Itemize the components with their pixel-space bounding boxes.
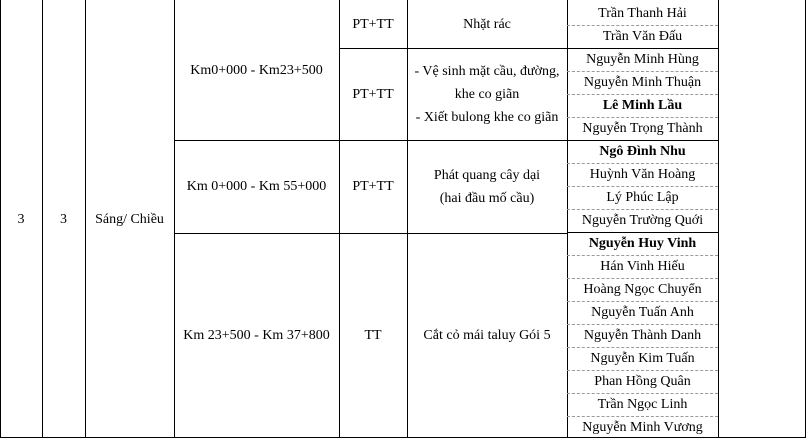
worker-name-cell: Nguyễn Trọng Thành [582, 121, 703, 136]
grid-line [339, 48, 567, 49]
grid-line [567, 232, 718, 233]
task-line: khe co giãn [454, 86, 520, 102]
stt-cell: 3 [17, 211, 25, 227]
worker-name-cell: Lê Minh Lầu [602, 98, 683, 113]
grid-line [567, 255, 718, 256]
task-description-cell [407, 233, 567, 438]
route-cell: Km 23+500 - Km 37+800 [183, 328, 330, 343]
worker-name-cell: Hán Vinh Hiếu [600, 259, 685, 274]
task-line: Phát quang cây dại [433, 167, 541, 183]
task-line: (hai đầu mố cầu) [439, 190, 535, 206]
grid-line [0, 0, 1, 438]
worker-name-cell: Nguyễn Huy Vinh [588, 236, 697, 251]
grid-line [718, 0, 719, 438]
task-description-cell [407, 0, 567, 48]
grid-line [567, 393, 718, 394]
grid-line [42, 0, 43, 438]
worker-name-cell: Nguyễn Minh Vương [582, 420, 703, 435]
grid-line [567, 71, 718, 72]
task-line: - Xiết bulong khe co giãn [415, 109, 559, 125]
worker-name-cell: Nguyễn Tuấn Anh [591, 305, 694, 320]
grid-line [567, 25, 718, 26]
grid-line [567, 301, 718, 302]
worker-name-cell: Nguyễn Minh Hùng [586, 52, 699, 67]
worker-name-cell: Nguyễn Minh Thuận [583, 75, 702, 90]
worker-name-cell: Nguyễn Kim Tuấn [590, 351, 695, 366]
shift-cell: Sáng/ Chiều [95, 211, 164, 227]
grid-line [85, 0, 86, 438]
grid-line [567, 117, 718, 118]
task-line: Cắt cỏ mái taluy Gói 5 [423, 328, 551, 343]
task-description-cell [407, 48, 567, 140]
grid-line [339, 0, 340, 438]
worker-name-cell: Trần Ngọc Linh [597, 397, 688, 412]
grid-line [174, 0, 175, 438]
grid-line [567, 209, 718, 210]
grid-line [567, 0, 568, 438]
grid-line [567, 140, 718, 141]
worker-name-cell: Trần Thanh Hải [598, 6, 687, 21]
grid-line [567, 416, 718, 417]
grid-line [567, 94, 718, 95]
grid-line [174, 233, 567, 234]
task-description-cell [407, 140, 567, 233]
grid-line [567, 278, 718, 279]
worker-name-cell: Nguyễn Trường Quới [581, 213, 704, 228]
grid-line [567, 324, 718, 325]
grid-line [567, 48, 718, 49]
route-cell: Km0+000 - Km23+500 [190, 62, 323, 78]
method-cell: PT+TT [352, 86, 394, 102]
grid-line [174, 140, 567, 141]
grid-line [567, 370, 718, 371]
count-cell: 3 [60, 211, 67, 227]
grid-line [567, 347, 718, 348]
worker-name-cell: Lý Phúc Lập [606, 190, 679, 205]
method-cell: PT+TT [352, 179, 394, 194]
grid-line [567, 186, 718, 187]
task-line: - Vệ sinh mặt cầu, đường, [414, 63, 560, 79]
notes-cell [718, 0, 806, 438]
worker-name-cell: Phan Hồng Quân [594, 374, 691, 389]
worker-name-cell: Hoàng Ngọc Chuyển [583, 282, 702, 297]
worker-name-cell: Nguyễn Thành Danh [583, 328, 702, 343]
grid-line [407, 0, 408, 438]
worker-name-cell: Trần Văn Đấu [602, 29, 683, 44]
method-cell: TT [364, 328, 382, 343]
task-line: Nhặt rác [463, 16, 511, 32]
worker-name-cell: Huỳnh Văn Hoàng [589, 167, 696, 182]
grid-line [567, 163, 718, 164]
worker-name-cell: Ngô Đình Nhu [599, 144, 686, 159]
method-cell: PT+TT [352, 16, 394, 32]
route-cell: Km 0+000 - Km 55+000 [186, 179, 327, 194]
